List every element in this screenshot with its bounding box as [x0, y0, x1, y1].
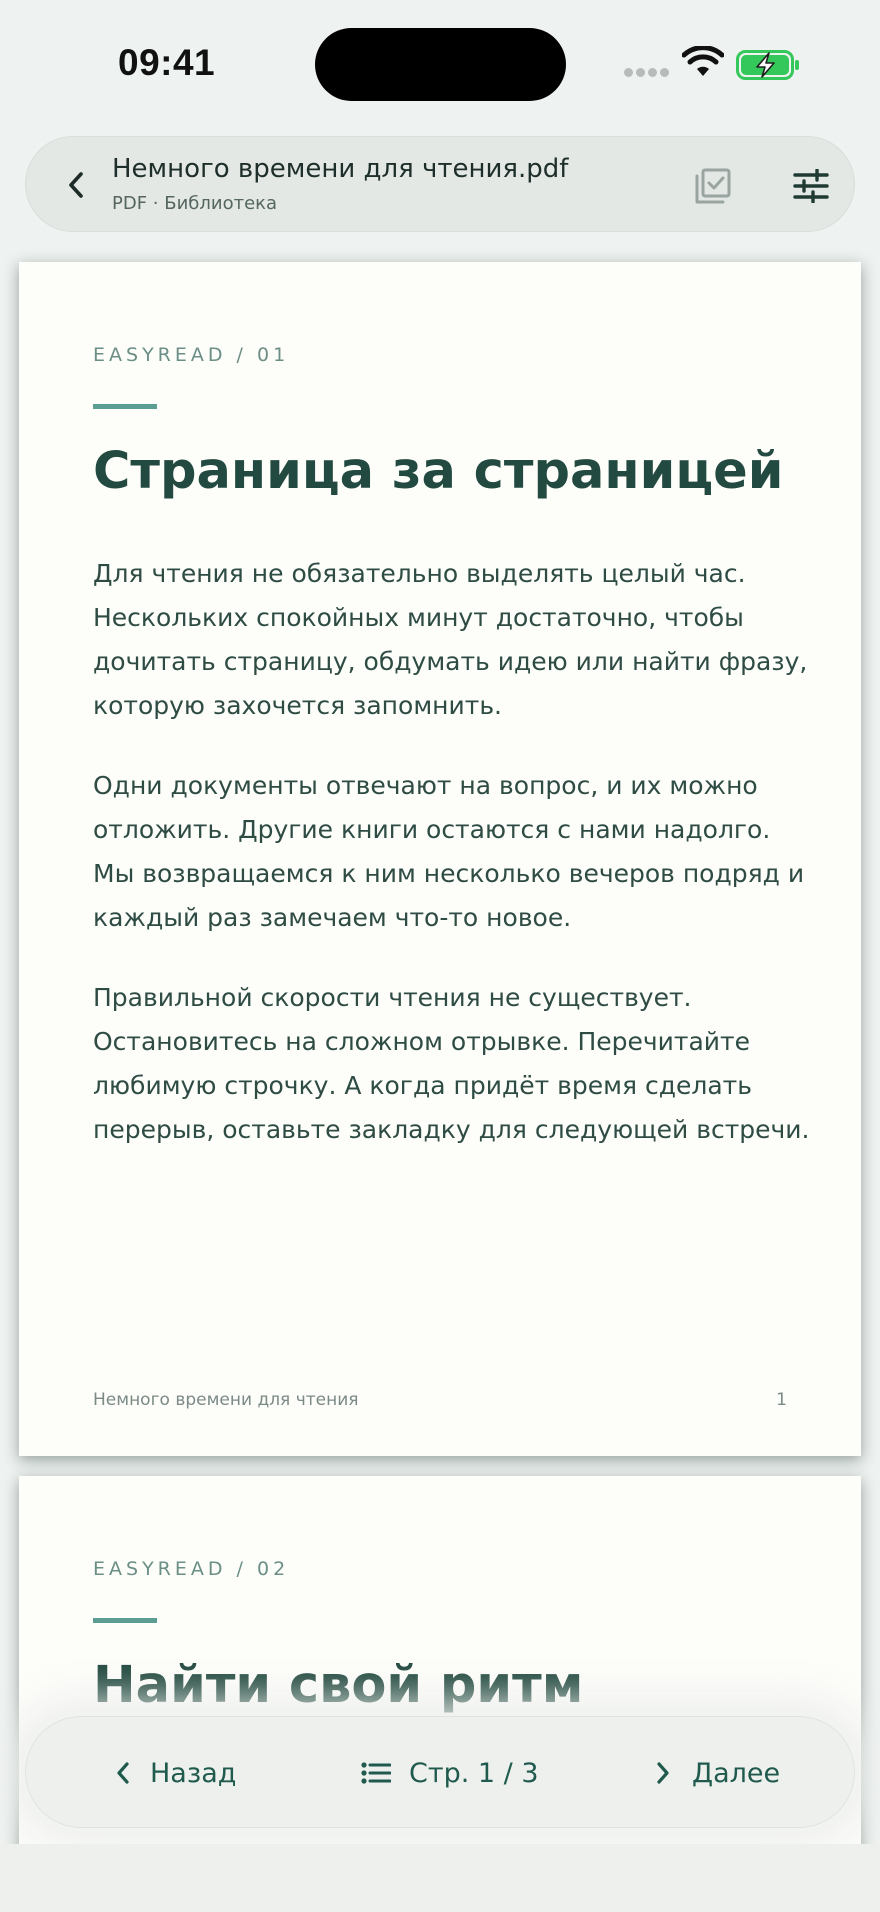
document-subtitle: PDF · Библиотека — [112, 193, 278, 214]
page-kicker: EASYREAD / 01 — [93, 344, 290, 366]
page-footer-title: Немного времени для чтения — [93, 1390, 359, 1410]
reader-settings-button[interactable] — [788, 163, 834, 209]
previous-page-label: Назад — [150, 1757, 237, 1789]
document-title: Немного времени для чтения.pdf — [112, 154, 569, 184]
page-navigation-bar — [25, 1716, 855, 1828]
status-bar — [0, 0, 880, 130]
cellular-signal-icon — [624, 68, 670, 78]
list-icon — [361, 1762, 391, 1784]
accent-rule — [93, 1618, 157, 1623]
page-indicator-button[interactable] — [361, 1747, 539, 1799]
wifi-icon — [682, 46, 724, 78]
next-page-button[interactable] — [654, 1747, 780, 1799]
document-header-bar — [25, 136, 855, 232]
status-time: 09:41 — [118, 42, 216, 83]
accent-rule — [93, 404, 157, 409]
chevron-right-icon — [654, 1760, 672, 1786]
page-heading: Страница за страницей — [93, 442, 784, 501]
page-paragraph: Правильной скорости чтения не существует. Остановитесь на сложном отрывке. Перечитайте любимую строчку. А когда придёт время сделать перерыв, оставьте закладку для следующей встречи. — [93, 983, 810, 1144]
page-indicator-label: Стр. 1 / 3 — [409, 1757, 539, 1789]
select-pages-icon — [693, 166, 733, 206]
chevron-left-icon — [114, 1760, 132, 1786]
chevron-left-icon — [65, 170, 87, 200]
battery-charging-icon — [736, 50, 800, 80]
home-indicator-area — [0, 1844, 880, 1912]
page-number: 1 — [776, 1390, 787, 1410]
select-pages-button[interactable] — [690, 163, 736, 209]
next-page-label: Далее — [692, 1757, 781, 1789]
dynamic-island — [315, 28, 566, 101]
pdf-page-1[interactable] — [19, 262, 861, 1456]
page-kicker: EASYREAD / 02 — [93, 1558, 290, 1580]
sliders-icon — [793, 169, 829, 203]
previous-page-button[interactable] — [114, 1747, 236, 1799]
page-heading: Найти свой ритм — [93, 1656, 584, 1715]
page-paragraph: Одни документы отвечают на вопрос, и их можно отложить. Другие книги остаются с нами надолго. Мы возвращаемся к ним несколько вечеров подряд и каждый раз замечаем что-то новое. — [93, 771, 805, 932]
page-paragraph: Для чтения не обязательно выделять целый час. Нескольких спокойных минут достаточно, чтобы дочитать страницу, обдумать идею или найти фразу, которую захочется запомнить. — [93, 559, 808, 720]
back-button[interactable] — [54, 163, 98, 207]
pdf-viewer[interactable] — [0, 240, 880, 1844]
